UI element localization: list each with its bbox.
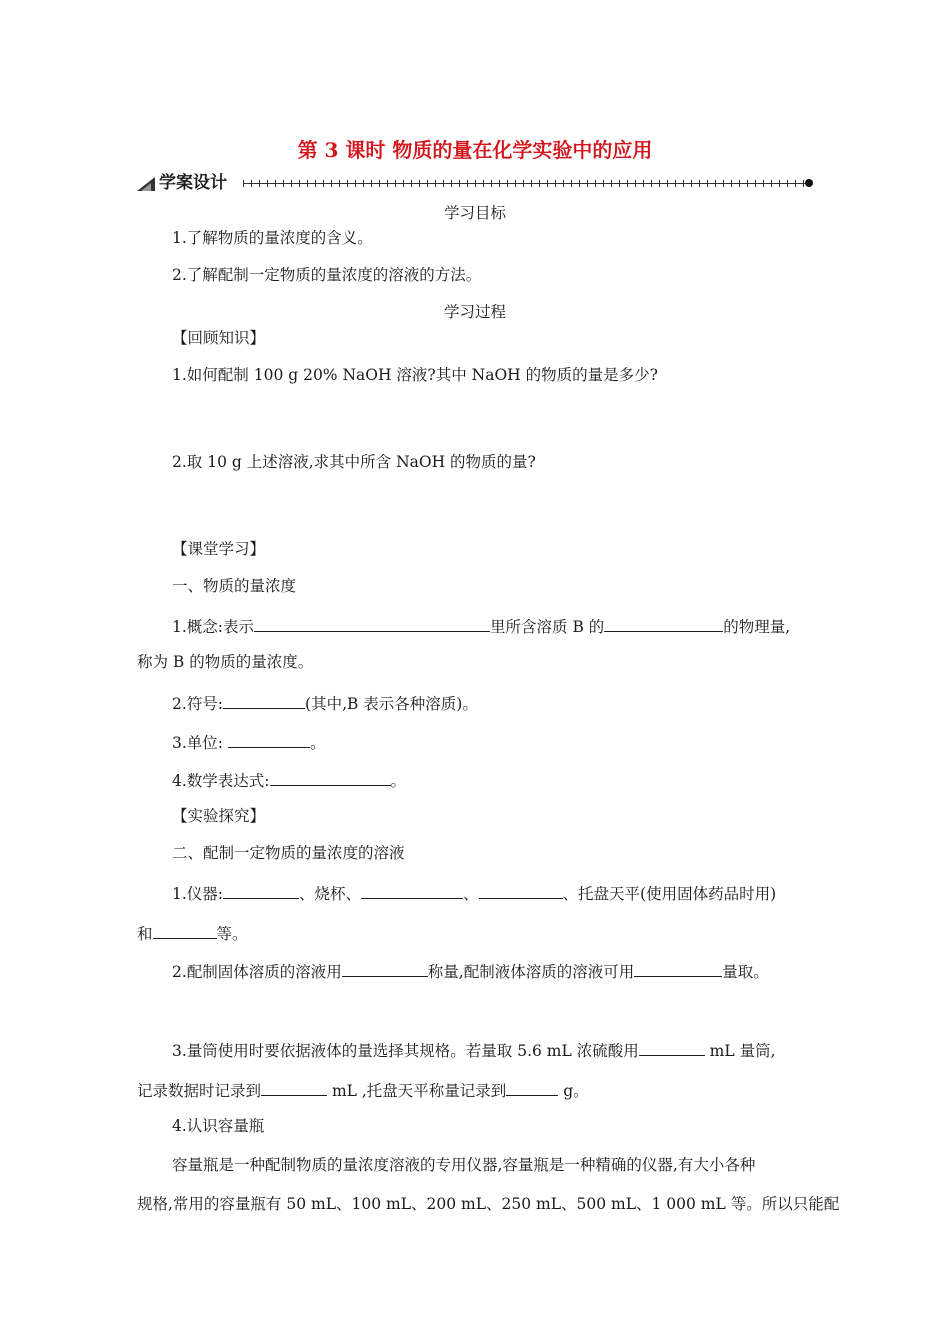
review-question: 2.取 10 g 上述溶液,求其中所含 NaOH 的物质的量? — [172, 453, 536, 471]
experiment-heading: 【实验探究】 — [172, 807, 266, 825]
process-heading: 学习过程 — [443, 303, 506, 321]
experiment-section: 二、配制一定物质的量浓度的溶液 — [172, 844, 405, 862]
banner-ticks — [243, 180, 809, 187]
goals-heading: 学习目标 — [443, 204, 506, 222]
concept-line: 1.概念:表示 里所含溶质 B 的 的物理量, — [172, 618, 791, 636]
instrument-line: 1.仪器: 、烧杯、 、 、托盘天平(使用固体药品时用) — [172, 885, 777, 903]
review-heading: 【回顾知识】 — [172, 329, 266, 347]
blank-field[interactable] — [254, 617, 490, 632]
class-section: 一、物质的量浓度 — [172, 577, 297, 595]
blank-field[interactable] — [228, 733, 310, 748]
goal-item: 2.了解配制一定物质的量浓度的溶液的方法。 — [172, 266, 482, 284]
page-title: 第 3 课时 物质的量在化学实验中的应用 — [297, 138, 653, 162]
blank-field[interactable] — [270, 771, 391, 786]
cylinder-line2: 记录数据时记录到 mL ,托盘天平称量记录到 g。 — [137, 1082, 589, 1100]
blank-field[interactable] — [506, 1081, 558, 1096]
concept-line2: 称为 B 的物质的量浓度。 — [137, 653, 314, 671]
review-question: 1.如何配制 100 g 20% NaOH 溶液?其中 NaOH 的物质的量是多少? — [172, 366, 658, 384]
symbol-line: 2.符号: (其中,B 表示各种溶质)。 — [172, 695, 478, 713]
flask-paragraph: 规格,常用的容量瓶有 50 mL、100 mL、200 mL、250 mL、500 mL、1 000 mL 等。所以只能配 — [137, 1195, 840, 1213]
banner-arrow-icon — [137, 177, 155, 191]
preparation-line: 2.配制固体溶质的溶液用 称量,配制液体溶质的溶液可用 量取。 — [172, 963, 769, 981]
blank-field[interactable] — [223, 694, 305, 709]
flask-paragraph: 容量瓶是一种配制物质的量浓度溶液的专用仪器,容量瓶是一种精确的仪器,有大小各种 — [172, 1156, 756, 1174]
instrument-line2: 和 等。 — [137, 925, 248, 943]
blank-field[interactable] — [634, 962, 722, 977]
blank-field[interactable] — [604, 617, 723, 632]
unit-line: 3.单位: 。 — [172, 734, 326, 752]
expression-line: 4.数学表达式: 。 — [172, 772, 407, 790]
cylinder-line: 3.量筒使用时要依据液体的量选择其规格。若量取 5.6 mL 浓硫酸用 mL 量筒, — [172, 1042, 776, 1060]
class-heading: 【课堂学习】 — [172, 540, 266, 558]
section-banner — [137, 175, 817, 195]
goal-item: 1.了解物质的量浓度的含义。 — [172, 229, 373, 247]
banner-end-dot — [805, 179, 813, 187]
flask-heading: 4.认识容量瓶 — [172, 1117, 265, 1135]
blank-field[interactable] — [361, 884, 463, 899]
blank-field[interactable] — [479, 884, 563, 899]
blank-field[interactable] — [153, 924, 217, 939]
blank-field[interactable] — [639, 1041, 705, 1056]
blank-field[interactable] — [223, 884, 299, 899]
blank-field[interactable] — [261, 1081, 327, 1096]
blank-field[interactable] — [342, 962, 428, 977]
banner-label: 学案设计 — [159, 173, 227, 193]
